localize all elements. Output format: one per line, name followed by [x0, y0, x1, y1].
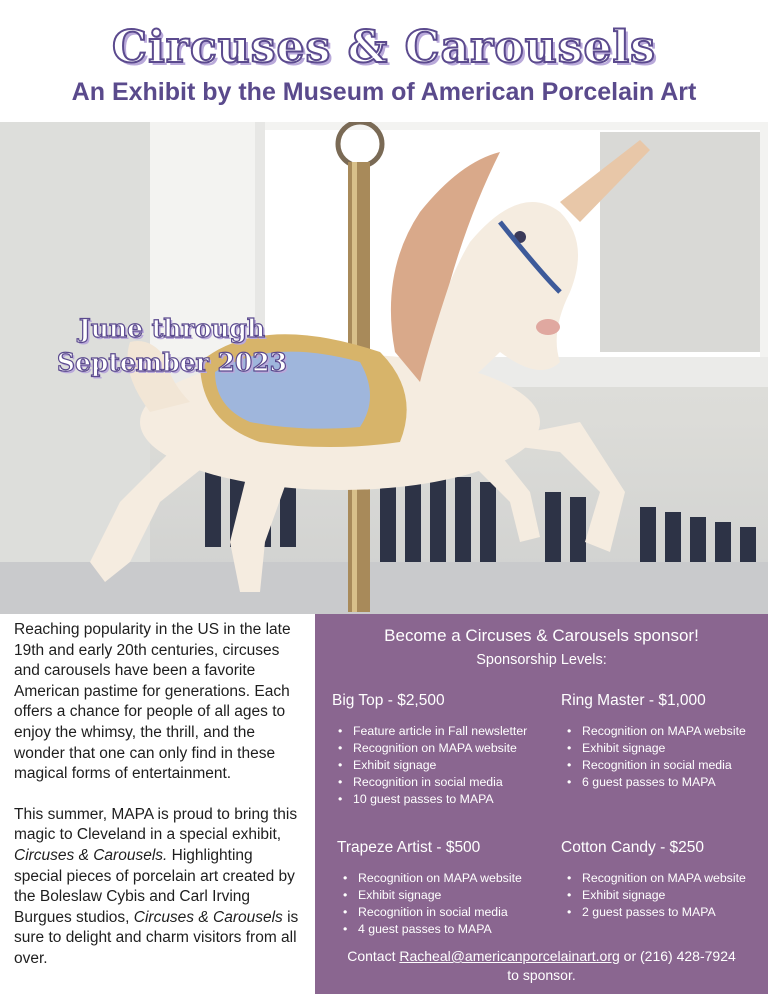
level-big-top [332, 692, 552, 808]
dates-line-1: June through [78, 314, 266, 343]
level-name: Trapeze Artist - $500 [337, 839, 481, 856]
contact-email-link[interactable]: Racheal@americanporcelainart.org [399, 948, 620, 964]
level-name: Cotton Candy - $250 [561, 839, 705, 856]
benefit-item: • Recognition in social media [337, 904, 557, 921]
benefit-item: • Recognition in social media [332, 774, 552, 791]
page-subtitle: An Exhibit by the Museum of American Porcelain Art [71, 78, 697, 106]
benefit-item: • Recognition in social media [561, 757, 768, 774]
dates-line-2: September 2023 [56, 348, 288, 377]
benefit-item: • 6 guest passes to MAPA [561, 774, 768, 791]
contact-line-1 [315, 947, 768, 966]
sponsor-contact [315, 947, 768, 985]
level-cotton-candy [561, 839, 768, 921]
description-paragraph-2 [14, 805, 304, 970]
benefit-item: • Exhibit signage [561, 740, 768, 757]
p2-text-1: This summer, MAPA is proud to bring this magic to Cleveland in a special exhibit, [14, 805, 298, 844]
contact-phone: or (216) 428-7924 [619, 948, 736, 964]
contact-prefix: Contact [347, 948, 400, 964]
exhibit-dates [22, 312, 322, 380]
description-paragraph-1: Reaching popularity in the US in the late 19th and early 20th centuries, circuses and carousels have been a favorite American pastime for generations. Each offers a chance for people of all ages to enjoy the whimsy, the thrill, and the wonder that one can only find in these magical forms of entertainment. [14, 621, 291, 783]
level-name: Ring Master - $1,000 [561, 692, 706, 709]
p2-text-3: is sure to delight and charm visitors from all over. [14, 908, 299, 967]
benefit-item: • Recognition on MAPA website [332, 740, 552, 757]
sponsor-title: Become a Circuses & Carousels sponsor! [384, 626, 699, 645]
benefit-item: • Feature article in Fall newsletter [332, 723, 552, 740]
level-name: Big Top - $2,500 [332, 692, 445, 709]
benefit-item: • Exhibit signage [332, 757, 552, 774]
benefit-item: • Recognition on MAPA website [337, 870, 557, 887]
p2-exhibit-name-2: Circuses & Carousels [133, 908, 283, 926]
benefit-item: • 2 guest passes to MAPA [561, 904, 768, 921]
benefit-item: • Exhibit signage [561, 887, 768, 904]
p2-exhibit-name-1: Circuses & Carousels. [14, 846, 168, 864]
benefit-item: • 10 guest passes to MAPA [332, 791, 552, 808]
p2-text-2: Highlighting special pieces of porcelain art created by the Boleslaw Cybis and Carl Irving Burgues studios, [14, 846, 295, 926]
carousel-unicorn-photo [0, 122, 768, 614]
contact-line-2: to sponsor. [507, 967, 576, 983]
page-title: Circuses & Carousels [112, 22, 656, 73]
level-trapeze-artist [337, 839, 557, 938]
benefit-item: • Recognition on MAPA website [561, 723, 768, 740]
level-ring-master [561, 692, 768, 791]
benefit-item: • Recognition on MAPA website [561, 870, 768, 887]
benefit-item: • 4 guest passes to MAPA [337, 921, 557, 938]
sponsor-panel [315, 614, 768, 994]
sponsor-subtitle: Sponsorship Levels: [476, 652, 607, 668]
benefit-item: • Exhibit signage [337, 887, 557, 904]
exhibit-description [14, 620, 304, 990]
